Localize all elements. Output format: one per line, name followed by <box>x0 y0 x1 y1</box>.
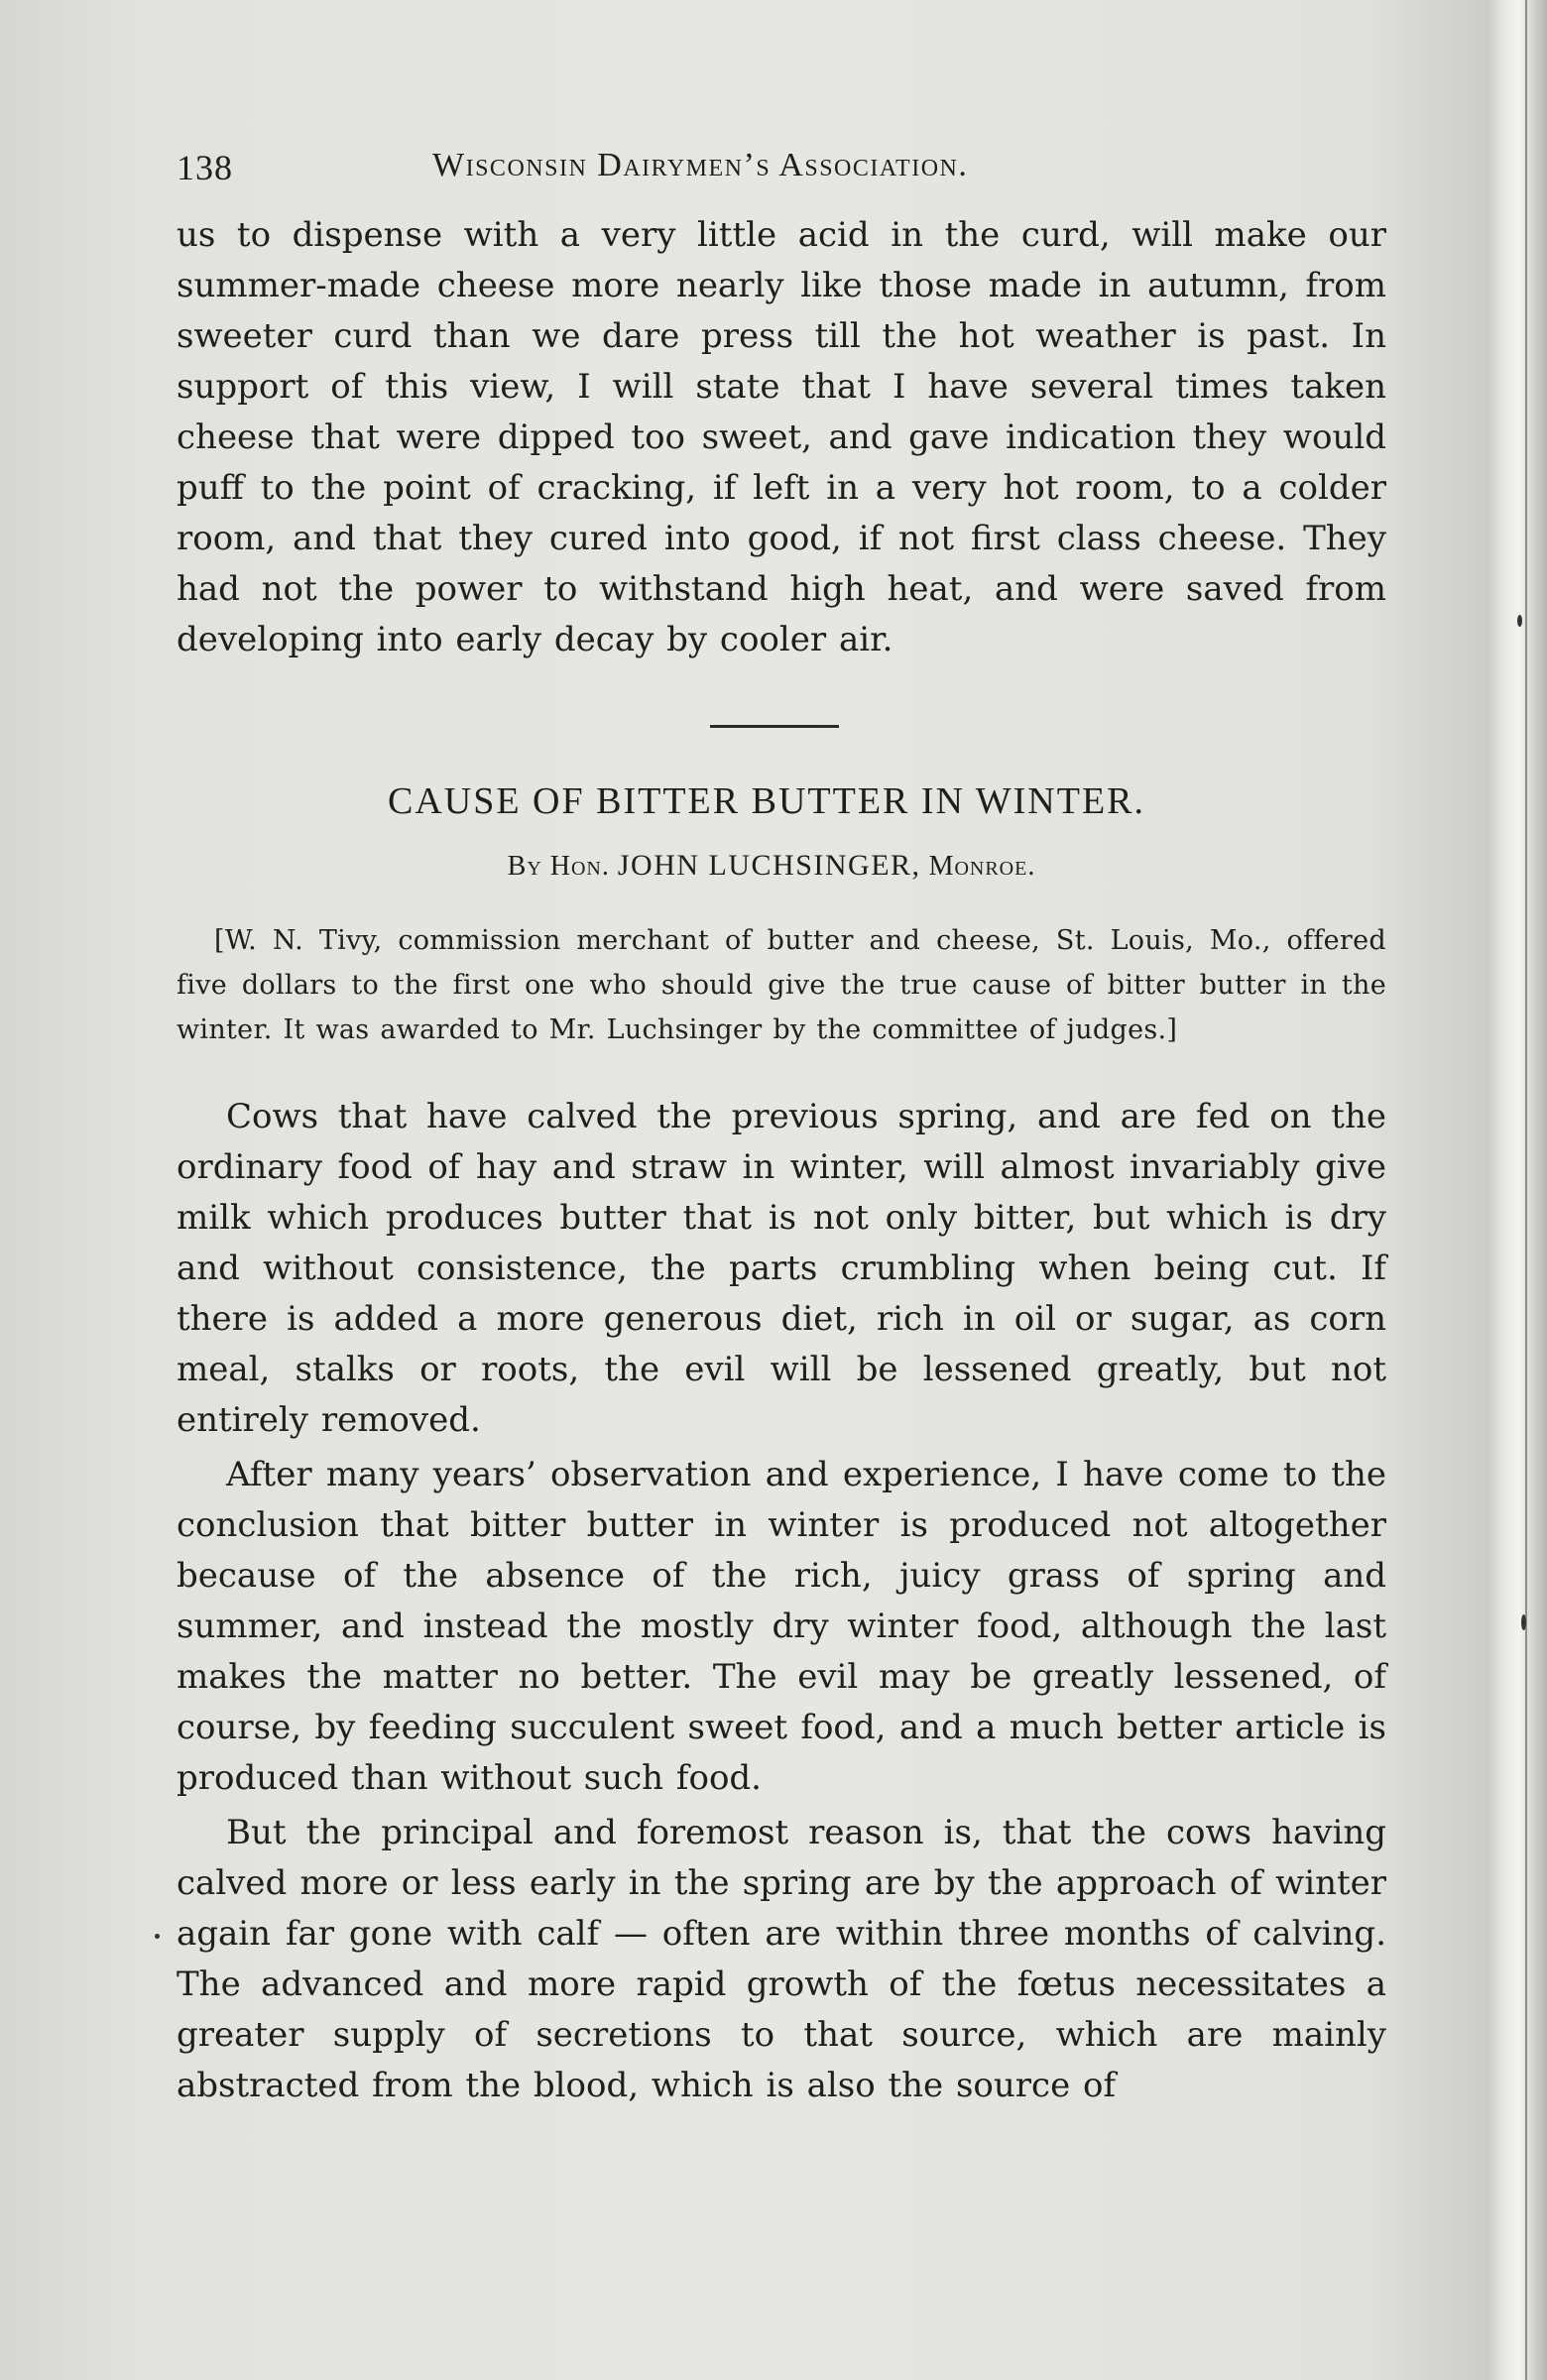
byline-author: JOHN LUCHSINGER, <box>617 849 921 882</box>
byline-prefix: By Hon. <box>507 851 610 882</box>
article-byline <box>177 849 1386 883</box>
page-edge <box>1486 0 1547 2380</box>
article-body <box>177 1092 1386 2111</box>
scan-speck <box>155 1934 160 1939</box>
page-edge-line <box>1525 0 1527 2380</box>
page-number: 138 <box>177 148 233 187</box>
byline-location: Monroe. <box>928 851 1036 882</box>
running-title: Wisconsin Dairymen’s Association. <box>432 147 969 183</box>
running-head <box>177 139 1386 198</box>
body-paragraph: But the principal and foremost reason is, that the cows having calved more or less early in the spring are by the approach of winter again far gone with calf — often are within three months of calving. The advanced and more rapid growth of the fœtus necessitates a greater supply of secretions to that source, which are mainly abstracted from the blood, which is also the source of <box>177 1813 1386 2105</box>
scan-speck <box>1521 1614 1526 1630</box>
scan-speck <box>1517 615 1522 627</box>
continued-paragraph: us to dispense with a very little acid in the curd, will make our summer-made cheese more nearly like those made in autumn, from sweeter curd than we dare press till the hot weather is past. In support of this view, I will state that I have several times taken cheese that were dipped too sweet, and gave indication they would puff to the point of cracking, if left in a very hot room, to a colder room, and that they cured into good, if not first class cheese. They had not the power to withstand high heat, and were saved from developing into early decay by cooler air. <box>177 215 1386 659</box>
article-title: CAUSE OF BITTER BUTTER IN WINTER. <box>387 780 1146 822</box>
page-content <box>177 139 1386 2115</box>
editor-note: [W. N. Tivy, commission merchant of butter and cheese, St. Louis, Mo., offered five dollars to the first one who should give the true cause of bitter butter in the winter. It was awarded to Mr. Luchsinger by the committee of judges.] <box>177 925 1386 1045</box>
section-divider <box>710 725 839 728</box>
body-paragraph: Cows that have calved the previous spring, and are fed on the ordinary food of hay and straw in winter, will almost invariably give milk which produces butter that is not only bitter, but which is dry and without consistence, the parts crumbling when being cut. If there is added a more generous diet, rich in oil or sugar, as corn meal, stalks or roots, the evil will be lessened greatly, but not entirely removed. <box>177 1097 1386 1440</box>
body-paragraph: After many years’ observation and experience, I have come to the conclusion that bitter butter in winter is produced not altogether because of the absence of the rich, juicy grass of spring and summer, and instead the mostly dry winter food, although the last makes the matter no better. The evil may be greatly lessened, of course, by feeding succulent sweet food, and a much better article is produced than without such food. <box>177 1455 1386 1798</box>
